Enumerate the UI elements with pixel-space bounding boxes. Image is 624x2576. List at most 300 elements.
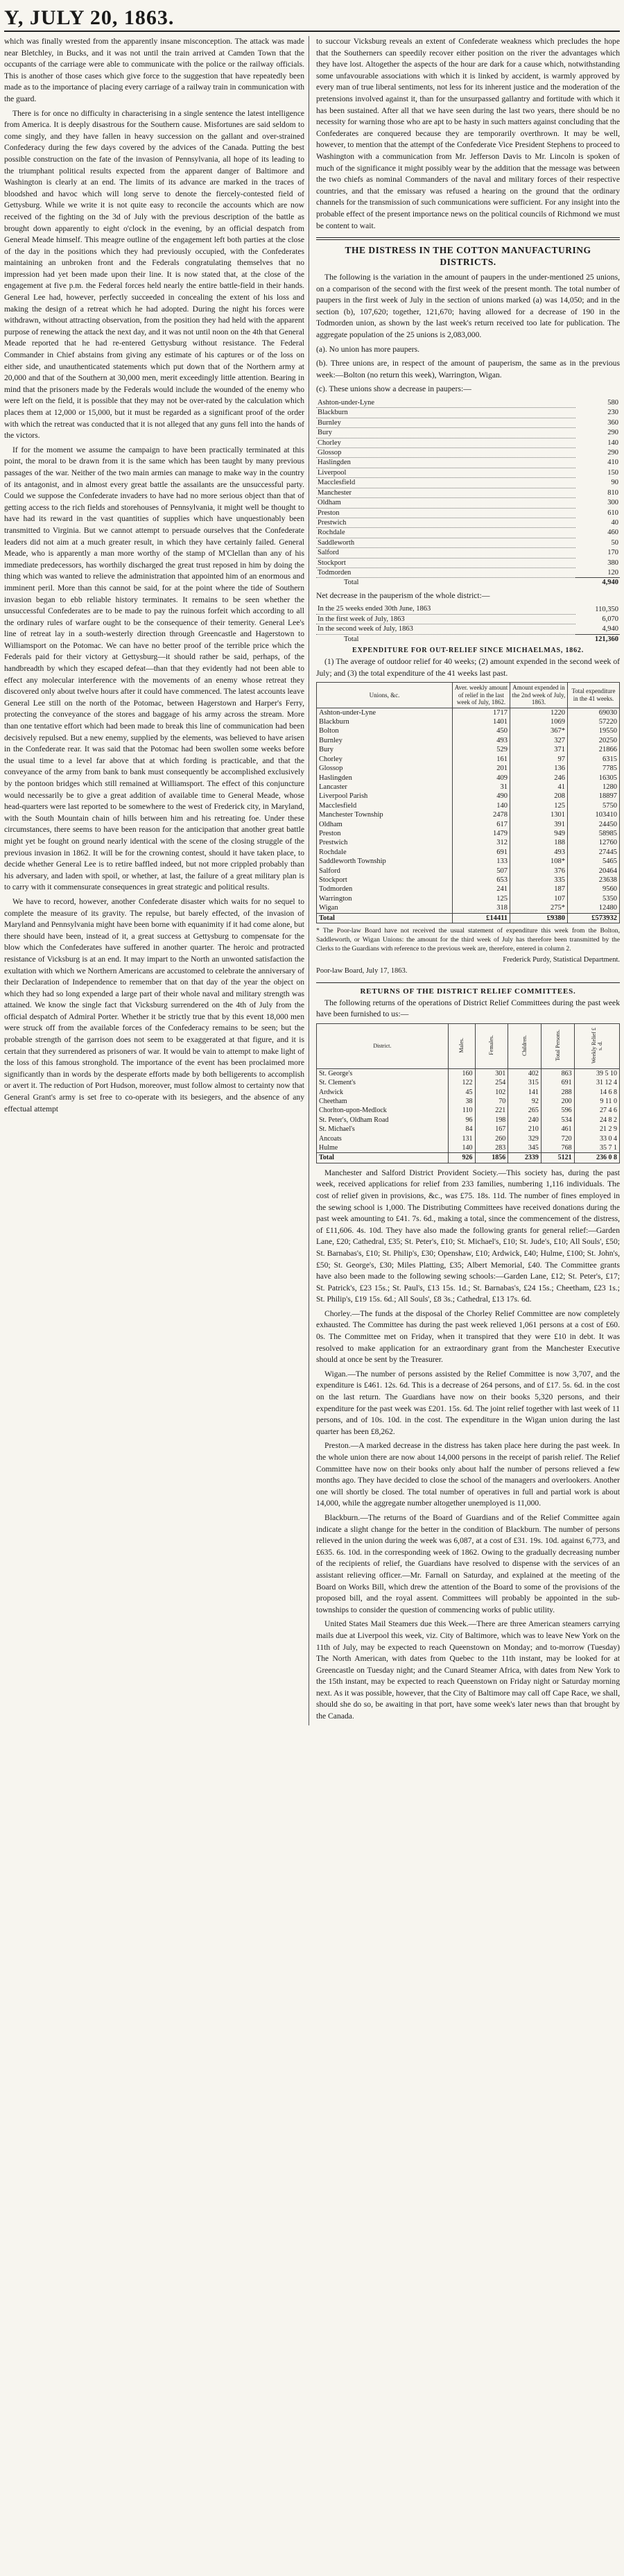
table-row bbox=[316, 508, 620, 518]
relief-total-r: 236 0 8 bbox=[574, 1153, 619, 1163]
table-row bbox=[317, 792, 620, 801]
relief-cell-t: 534 bbox=[541, 1116, 574, 1125]
exp-total: 20250 bbox=[568, 736, 620, 745]
table-row bbox=[317, 848, 620, 857]
exp-second-week: 1301 bbox=[510, 810, 568, 819]
relief-col-label: Total Persons. bbox=[554, 1030, 561, 1061]
relief-cell-r: 14 6 8 bbox=[574, 1088, 619, 1097]
relief-cell-m: 122 bbox=[448, 1078, 475, 1087]
relief-cell-f: 260 bbox=[475, 1134, 508, 1143]
union-name: Manchester bbox=[316, 488, 575, 497]
table-row bbox=[317, 820, 620, 829]
table-row bbox=[317, 764, 620, 773]
exp-second-week: 136 bbox=[510, 764, 568, 773]
exp-union: Prestwich bbox=[317, 838, 453, 847]
table-row bbox=[317, 1116, 620, 1125]
union-name: Burnley bbox=[316, 418, 575, 427]
relief-total-row bbox=[317, 1153, 620, 1163]
exp-second-week: 367* bbox=[510, 726, 568, 735]
exp-total: 69030 bbox=[568, 708, 620, 717]
relief-cell-t: 288 bbox=[541, 1088, 574, 1097]
relief-col-header: District. bbox=[317, 1023, 449, 1068]
union-name: Ashton-under-Lyne bbox=[316, 398, 575, 408]
union-value: 290 bbox=[607, 449, 618, 457]
exp-total: 1280 bbox=[568, 783, 620, 792]
exp-average: 312 bbox=[453, 838, 510, 847]
exp-second-week: 107 bbox=[510, 894, 568, 903]
table-row bbox=[317, 1088, 620, 1097]
exp-total: 103410 bbox=[568, 810, 620, 819]
exp-total: 23638 bbox=[568, 876, 620, 885]
table-row bbox=[317, 1125, 620, 1134]
relief-col-label: Children. bbox=[521, 1034, 528, 1056]
relief-total-label: Total bbox=[317, 1153, 449, 1163]
table-row bbox=[317, 1134, 620, 1143]
union-name: Glossop bbox=[316, 448, 575, 458]
exp-second-week: 1069 bbox=[510, 717, 568, 726]
table-row bbox=[317, 708, 620, 717]
relief-col-label: Weekly Relief £ s. d. bbox=[590, 1027, 603, 1064]
exp-union: Rochdale bbox=[317, 848, 453, 857]
relief-cell-f: 70 bbox=[475, 1097, 508, 1106]
relief-cell-f: 167 bbox=[475, 1125, 508, 1134]
union-total-value: 4,940 bbox=[575, 578, 620, 588]
exp-union: Bury bbox=[317, 745, 453, 754]
exp-average: 133 bbox=[453, 857, 510, 866]
relief-cell-t: 461 bbox=[541, 1125, 574, 1134]
table-row bbox=[317, 783, 620, 792]
union-name: Preston bbox=[316, 508, 575, 518]
table-row bbox=[316, 604, 620, 614]
exp-second-week: 41 bbox=[510, 783, 568, 792]
columns bbox=[4, 36, 620, 1725]
relief-cell-f: 283 bbox=[475, 1143, 508, 1153]
relief-preston: Preston.—A marked decrease in the distress has taken place here during the past week. In the whole union there are now about 14,000 persons in the receipt of parish relief. The Relief Committee have now on their books only about half the number of persons relieved a few months ago. They have decided to close the school of the managers and overlookers. Another one will shortly be closed. The total number of operatives in full and partial work is about 14,000, while the aggregate number altogether unemployed is 11,000. bbox=[316, 1441, 620, 1508]
union-value: 120 bbox=[607, 568, 618, 577]
table-row bbox=[317, 810, 620, 819]
exp-union: Preston bbox=[317, 829, 453, 838]
table-row bbox=[317, 867, 620, 876]
exp-second-week: 125 bbox=[510, 801, 568, 810]
exp-total: 9560 bbox=[568, 885, 620, 894]
exp-total: 5465 bbox=[568, 857, 620, 866]
exp-total: 6315 bbox=[568, 755, 620, 764]
relief-intro: The following returns of the operations of District Relief Committees during the past week have been furnished to us:— bbox=[316, 998, 620, 1019]
exp-second-week: 275* bbox=[510, 903, 568, 913]
distress-intro: The following is the variation in the amount of paupers in the under-mentioned 25 unions, on a comparison of the second with the first week of the present month. The total number of paupers in the first week of July in the section of unions marked (a) was 14,050; and in the section (b), 107,620; together, 121,670; having allowed for a decrease of 190 in the Todmorden union, as shown by the last week's return received too late for publication. The aggregate population of the 25 unions is 2,083,000. bbox=[316, 273, 620, 340]
exp-union: Liverpool Parish bbox=[317, 792, 453, 801]
expenditure-desc: (1) The average of outdoor relief for 40 weeks; (2) amount expended in the second week of July; and (3) the total expenditure of the 41 weeks last past. bbox=[316, 656, 620, 678]
relief-cell-f: 221 bbox=[475, 1106, 508, 1115]
table-row bbox=[316, 398, 620, 408]
relief-col-label: Males. bbox=[458, 1037, 465, 1053]
union-value: 300 bbox=[607, 499, 618, 507]
exp-total: 57220 bbox=[568, 717, 620, 726]
exp-average: 1717 bbox=[453, 708, 510, 717]
exp-average: 1401 bbox=[453, 717, 510, 726]
union-name: Saddleworth bbox=[316, 538, 575, 547]
relief-district: St. George's bbox=[317, 1068, 449, 1078]
union-value: 90 bbox=[611, 479, 618, 487]
exp-union: Ashton-under-Lyne bbox=[317, 708, 453, 717]
table-row bbox=[317, 1143, 620, 1153]
relief-cell-f: 301 bbox=[475, 1068, 508, 1078]
table-row bbox=[316, 408, 620, 418]
table-row bbox=[317, 885, 620, 894]
relief-cell-m: 96 bbox=[448, 1116, 475, 1125]
union-name: Liverpool bbox=[316, 468, 575, 477]
relief-total-f: 1856 bbox=[475, 1153, 508, 1163]
exp-total: 18897 bbox=[568, 792, 620, 801]
net-label: In the first week of July, 1863 bbox=[316, 614, 575, 624]
exp-total: 16305 bbox=[568, 774, 620, 783]
table-row bbox=[317, 894, 620, 903]
exp-col-union: Unions, &c. bbox=[317, 683, 453, 708]
union-value: 230 bbox=[607, 409, 618, 417]
table-row bbox=[317, 838, 620, 847]
relief-col-header bbox=[508, 1023, 541, 1068]
relief-cell-c: 240 bbox=[508, 1116, 541, 1125]
relief-district: Chorlton-upon-Medlock bbox=[317, 1106, 449, 1115]
exp-average: 201 bbox=[453, 764, 510, 773]
table-row bbox=[317, 717, 620, 726]
exp-average: 507 bbox=[453, 867, 510, 876]
net-value: 110,350 bbox=[595, 605, 618, 613]
exp-total-b: £9380 bbox=[510, 913, 568, 923]
exp-total: 21866 bbox=[568, 745, 620, 754]
table-row bbox=[316, 458, 620, 468]
relief-district: Ardwick bbox=[317, 1088, 449, 1097]
exp-average: 617 bbox=[453, 820, 510, 829]
table-row bbox=[317, 726, 620, 735]
table-row bbox=[317, 876, 620, 885]
union-name: Haslingden bbox=[316, 458, 575, 468]
relief-table bbox=[316, 1023, 620, 1163]
exp-union: Burnley bbox=[317, 736, 453, 745]
relief-cell-c: 345 bbox=[508, 1143, 541, 1153]
relief-cell-t: 200 bbox=[541, 1097, 574, 1106]
union-value: 40 bbox=[611, 518, 618, 527]
relief-cell-r: 27 4 6 bbox=[574, 1106, 619, 1115]
page-header-date: Y, JULY 20, 1863. bbox=[4, 6, 620, 32]
table-row bbox=[316, 418, 620, 427]
net-decrease-head: Net decrease in the pauperism of the whole district:— bbox=[316, 590, 490, 600]
exp-average: 653 bbox=[453, 876, 510, 885]
relief-cell-r: 33 0 4 bbox=[574, 1134, 619, 1143]
table-row bbox=[316, 614, 620, 624]
union-name: Chorley bbox=[316, 438, 575, 447]
net-label: In the second week of July, 1863 bbox=[316, 624, 575, 634]
article-america-vicksburg: We have to record, however, another Confederate disaster which waits for no sequel to complete the measure of its gravity. The repulse, but barely effected, of the invasion of Maryland and Pennsylvania might have been borne with equanimity if it had come alone, but there should have been, instead of it, a great success at Gettysburg to compensate for the blow which the Confederates have suffered in another quarter. The heroic and protracted resistance of Vicksburg is at an end. It may impart to the North an unwonted satisfaction the exultation with which we Northern Americans are accustomed to celebrate the anniversary of their Declaration of Independence to remember that on that day of the year the object on which they had so long expended a large part of their whole naval and military strength was attained. We know the single fact that Vicksburg surrendered on the 4th of July from the official despatch of Admiral Porter. Whether it be strictly true that by this event 18,000 men were struck off from the available forces of the Confederacy remains to be seen; but the probable strength of the garrison does not seem to be exaggerated at that figure, and it is certain that they surrendered as prisoners of war. It would be vain to attempt to make light of the loss of this famous stronghold. The importance of the event has been proclaimed more significantly than in words by the desperate efforts made by both belligerents to accomplish or avert it. The reduction of Port Hudson, moreover, must follow almost to certainty now that General Grant's army is set free to co-operate with its besiegers, and the absence of any effectual attempt bbox=[4, 896, 304, 1114]
table-row bbox=[317, 1068, 620, 1078]
exp-average: 2478 bbox=[453, 810, 510, 819]
net-value: 4,940 bbox=[602, 624, 618, 633]
net-decrease-total bbox=[316, 634, 620, 644]
relief-cell-t: 691 bbox=[541, 1078, 574, 1087]
table-row bbox=[316, 518, 620, 527]
relief-cell-t: 863 bbox=[541, 1068, 574, 1078]
exp-union: Haslingden bbox=[317, 774, 453, 783]
relief-cell-r: 24 8 2 bbox=[574, 1116, 619, 1125]
exp-total: 7785 bbox=[568, 764, 620, 773]
exp-average: 409 bbox=[453, 774, 510, 783]
union-value: 460 bbox=[607, 529, 618, 537]
exp-total: 27445 bbox=[568, 848, 620, 857]
relief-cell-t: 596 bbox=[541, 1106, 574, 1115]
section-divider-2 bbox=[316, 982, 620, 983]
exp-union: Salford bbox=[317, 867, 453, 876]
exp-total-c: £573932 bbox=[568, 913, 620, 923]
article-america-intro: There is for once no difficulty in characterising in a single sentence the latest intelligence from America. It is deeply disastrous for the Southern cause. Misfortunes are said seldom to come singly, and they have fallen in heavy succession on the gallant and over-strained Confederacy during the few days covered by the advices of the Canada. Putting the best possible construction on the fate of the invasion of Pennsylvania, all hope of its leading to the triumphant political results expected from the apparent danger of Baltimore and Washington is clearly at an end. The limits of its advance are marked in the traces of bloodshed and havoc which will long serve to denote the fiercely-contested field of Gettysburg. While we write it is not quite easy to reconcile the accounts which are now received of the fighting on the 3d of July with the previous description of the battle as brought down apparently to eight o'clock in the evening, by an official despatch from General Meade himself. This meagre outline of the engagement left both parties at the close of the day in the positions which they had previously occupied, with the Confederates maintaining an unbroken front and the Federals congratulating themselves that no impression had yet been made upon their line. It is now stated that, at the close of the engagement at five p.m. the Federal forces held nearly the entire battle-field in their hands. General Lee had, however, perfectly succeeded in concealing the extent of his loss and making the design of a retreat which he had adopted. During the night his forces were withdrawn, without attracting observation, from the position they had held with the apparent purpose of renewing the attack the next day, and it was not until noon on the 4th that General Meade reported that he had re-entered Gettysburg without resistance. The Federal Commander in Chief abstains from giving any estimate of his captures or of the loss on either side, and unauthenticated statements which put down that of the Northern army at 20,000 and that of the Southern at 30,000 men, merit exceedingly little attention. Bearing in mind that the prisoners made by the Federals would include the wounded of the enemy who were left on the field, it is possible that they may not be over-rated by the calculation which places them at 12,000 or 15,000, but it must be regarded as a significant proof of the order with which the retreat was conducted that it is not alleged that any guns fell into the hands of the victors. bbox=[4, 108, 304, 441]
expenditure-heading: EXPENDITURE FOR OUT-RELIEF SINCE MICHAELMAS, 1862. bbox=[352, 646, 584, 654]
exp-union: Manchester Township bbox=[317, 810, 453, 819]
exp-total: 58985 bbox=[568, 829, 620, 838]
exp-union: Glossop bbox=[317, 764, 453, 773]
relief-district: St. Peter's, Oldham Road bbox=[317, 1116, 449, 1125]
table-row bbox=[317, 829, 620, 838]
relief-heading: RETURNS OF THE DISTRICT RELIEF COMMITTEES. bbox=[360, 987, 576, 996]
table-row bbox=[316, 468, 620, 477]
exp-col-average: Aver. weekly amount of relief in the last week of July, 1862. bbox=[453, 683, 510, 708]
relief-cell-f: 198 bbox=[475, 1116, 508, 1125]
relief-cell-r: 35 7 1 bbox=[574, 1143, 619, 1153]
exp-union: Oldham bbox=[317, 820, 453, 829]
union-value: 170 bbox=[607, 549, 618, 557]
union-name: Todmorden bbox=[316, 568, 575, 577]
table-row bbox=[317, 801, 620, 810]
union-value: 580 bbox=[607, 399, 618, 407]
union-name: Stockport bbox=[316, 558, 575, 568]
relief-cell-c: 141 bbox=[508, 1088, 541, 1097]
table-row bbox=[317, 857, 620, 866]
expenditure-table bbox=[316, 682, 620, 923]
relief-cell-t: 768 bbox=[541, 1143, 574, 1153]
table-row bbox=[317, 736, 620, 745]
table-row bbox=[316, 498, 620, 508]
union-decrease-table bbox=[316, 398, 620, 588]
article-railway-outrage: which was finally wrested from the apparently insane misconception. The attack was made near Bletchley, in Bucks, and it was not until the train arrived at Camden Town that the occupants of the carriage were able to communicate with the police or the railway officials. This is another of those cases which give force to the suggestion that have repeatedly been made as to the importance of placing every carriage of a railway train in communication with the guard. bbox=[4, 37, 304, 103]
exp-union: Warrington bbox=[317, 894, 453, 903]
section-divider bbox=[316, 237, 620, 240]
exp-second-week: 97 bbox=[510, 755, 568, 764]
union-decrease-total bbox=[316, 578, 620, 588]
exp-second-week: 108* bbox=[510, 857, 568, 866]
relief-cell-t: 720 bbox=[541, 1134, 574, 1143]
exp-second-week: 188 bbox=[510, 838, 568, 847]
left-column bbox=[4, 36, 309, 1725]
union-name: Blackburn bbox=[316, 408, 575, 418]
relief-chorley: Chorley.—The funds at the disposal of the Chorley Relief Committee are now completely exhausted. The Committee has during the past week relieved 1,061 persons at a cost of £60. 0s. The Committee met on Friday, when it transpired that they were £10 in debt. It was resolved to make application for an extraordinary grant from the Manchester Executive should at once be sent by the Treasurer. bbox=[316, 1308, 620, 1365]
distress-note-a: (a). No union has more paupers. bbox=[316, 344, 420, 354]
exp-union: Wigan bbox=[317, 903, 453, 913]
union-value: 810 bbox=[607, 488, 618, 497]
expenditure-dateline: Poor-law Board, July 17, 1863. bbox=[316, 967, 408, 975]
relief-total-t: 5121 bbox=[541, 1153, 574, 1163]
relief-total-c: 2339 bbox=[508, 1153, 541, 1163]
union-name: Macclesfield bbox=[316, 478, 575, 488]
relief-cell-r: 21 2 9 bbox=[574, 1125, 619, 1134]
relief-wigan: Wigan.—The number of persons assisted by the Relief Committee is now 3,707, and the expenditure is £461. 12s. 6d. This is a decrease of 264 persons, and of £17. 5s. 6d. in the cost on the last return. The Guardians have now on their books 5,320 persons, and their expenditure for the past week was £201. 15s. 6d. The joint relief together with last week of 11 persons, and of 10s. 10d. in the cost. The expenditure in the Wigan union during the last quarter has been £8,262. bbox=[316, 1369, 620, 1436]
net-value: 6,070 bbox=[602, 615, 618, 623]
union-value: 150 bbox=[607, 468, 618, 477]
exp-second-week: 1220 bbox=[510, 708, 568, 717]
table-row bbox=[316, 438, 620, 447]
exp-second-week: 391 bbox=[510, 820, 568, 829]
union-value: 140 bbox=[607, 438, 618, 447]
exp-average: 125 bbox=[453, 894, 510, 903]
exp-average: 140 bbox=[453, 801, 510, 810]
table-row bbox=[316, 428, 620, 438]
relief-cell-m: 140 bbox=[448, 1143, 475, 1153]
relief-manchester: Manchester and Salford District Provident Society.—This society has, during the past week, received applications for relief from 233 families, numbering 1,116 individuals. The cost of relief given in provisions, &c., was £75. 18s. 11d. The number of fines employed in the sewing school is 1,000. The Distributing Committees have received donations during the past week amounting to £41. 7s. 6d., making a total, since the commencement of the distress, of £11,606. 4s. 10d. They have also made the following grants for general relief:—Garden Lane, £20; Cathedral, £35; St. Peter's, £10; St. Michael's, £10; St. Jude's, £10; All Souls', £50; St. Barnabas's, £10; St. Philip's, £30; Openshaw, £10; Ardwick, £40; Hulme, £100; St. John's, £50; St. George's, £30; Miles Platting, £35; Albert Memorial, £40. The Committee grants have also been made to the following sewing schools:—Garden Lane, £12; St. Peter's, £17; St. Patrick's, £23 15s.; St. Paul's, £13 15s. 1d.; St. Barnabas's, £24 15s.; Cheetham, £23 1s.; St. Philip's, £19 15s. 6d.; All Souls', £8 3s.; Cathedral, £13 17s. 6d. bbox=[316, 1168, 620, 1304]
relief-cell-r: 31 12 4 bbox=[574, 1078, 619, 1087]
table-row bbox=[316, 558, 620, 568]
exp-second-week: 208 bbox=[510, 792, 568, 801]
relief-blackburn: Blackburn.—The returns of the Board of Guardians and of the Relief Committee again indicate a slight change for the better in the condition of Blackburn. The number of persons relieved in the union during the week was 6,087, at a cost of £31. 19s. 10d. against 6,773, and £635. 6s. 10d. in the corresponding week of 1862. Owing to the gradually decreasing number of the recipients of relief, the Guardians have resolved to dispense with the services of an assistant relieving officer.—Mr. Farnall on Saturday, and explained at the meeting of the Board on Works Bill, which drew the attention of the Board to some of the provisions of the proposed bill, and the royal assent. Committees will probably be appointed in the sub-townships to consider the question of commencing works of public utility. bbox=[316, 1512, 620, 1614]
union-name: Prestwich bbox=[316, 518, 575, 527]
relief-col-header bbox=[448, 1023, 475, 1068]
union-value: 380 bbox=[607, 558, 618, 567]
relief-cell-r: 9 11 0 bbox=[574, 1097, 619, 1106]
exp-second-week: 371 bbox=[510, 745, 568, 754]
exp-union: Stockport bbox=[317, 876, 453, 885]
net-total-label: Total bbox=[344, 635, 359, 643]
exp-total: 5750 bbox=[568, 801, 620, 810]
table-row bbox=[317, 903, 620, 913]
table-row bbox=[316, 538, 620, 547]
table-row bbox=[316, 568, 620, 577]
relief-cell-m: 45 bbox=[448, 1088, 475, 1097]
table-row bbox=[316, 448, 620, 458]
article-america-campaign: If for the moment we assume the campaign to have been practically terminated at this point, the moral to be drawn from it is the same which has been taught by many previous passages of the war. Neither of the two main armies can manage to make way in the country of its antagonist, and in almost every great battle the assailants are the unsuccessful party. Could we suppose the Confederate invaders to have had no more serious object than that of getting access to the rich fields and storehouses of Pennsylvania, it might well be thought to have had its reward in the vast quantities of supplies which have unquestionably been transmitted to Virginia. But we cannot attempt to persuade ourselves that the Confederate leaders did not aim at a much greater result, in which they have certainly failed. General Meade, who is apparently a man more worthy of the stamp of M'Clellan than any of his immediate predecessors, has worthily discharged the great trust reposed in him by doing the thing which was wanted to relieve the administration that appointed him of an enormous and imminent peril. More than this cannot be said, for at the point where the tide of Southern invasion began to ebb reliable history terminates. It remains to be seen whether the unsuccessful Confederates are to be made to pay the ruinous forfeit which according to all the ordinary rules of warfare ought to be the consequence of their temerity. General Lee's line of retreat lay in a south-westerly direction through Greencastle and Hagerstown to Williamsport on the Potomac. We can have no better proof of the terrible price which the Federals paid for their victory at Gettysburg—it should rather be said, perhaps, of the handbreadth by which they escaped defeat—than that they evidently had not been able to effect any molecular interference with the movements of an enemy whose retreat they discovered only about twelve hours after it could have commenced. The latest accounts leave General Lee still on the north of the Potomac, between Hagerstown and Harper's Ferry, protecting the conveyance of the stores and baggage of his army across the stream. More than one tentative effort which had been made to break this line of communication had been decisively repulsed. But a new enemy, supplied by the elements, was believed to have arisen in the Confederate rear. It was said that the Potomac had been swollen some weeks before the usual time to a level far above that at which fording is practicable, and that the conveyance of the army from bank to bank must consequently be accomplished exclusively by the pontoon bridges which still remained at Williamsport. The effect of this conjuncture would necessarily be to give a great addition of available time to General Meade, whose head-quarters were last reported to be somewhere to the west of Frederick city, in Maryland, with the South Mountain chain of hills between him and his retreating foe. Under these circumstances, there seems to have been reason for the anticipation that another great battle might yet be fought on ground nearly identical with the scene of the closing struggle of the previous invasion in 1862. It will be for the crowning contest, should it have taken place, to decide whether General Lee is to retire baffled indeed, but not more crippled probably than his adversary, and laden with spoil, or whether, at last, the failure of a great military plan is to carry with it commensurate consequences in great strategic and political results. bbox=[4, 445, 304, 892]
union-value: 360 bbox=[607, 418, 618, 427]
relief-cell-c: 210 bbox=[508, 1125, 541, 1134]
exp-union: Blackburn bbox=[317, 717, 453, 726]
exp-col-total: Total expenditure in the 41 weeks. bbox=[568, 683, 620, 708]
exp-average: 318 bbox=[453, 903, 510, 913]
relief-cell-m: 110 bbox=[448, 1106, 475, 1115]
net-total-value: 121,360 bbox=[575, 634, 620, 644]
relief-cell-f: 102 bbox=[475, 1088, 508, 1097]
exp-total-label: Total bbox=[317, 913, 453, 923]
relief-col-header bbox=[475, 1023, 508, 1068]
table-row bbox=[317, 1097, 620, 1106]
table-row bbox=[316, 528, 620, 538]
relief-district: St. Michael's bbox=[317, 1125, 449, 1134]
mail-steamers: United States Mail Steamers due this Week.—There are three American steamers carrying mails due at Liverpool this week, viz. City of Baltimore, which was to leave New York on the 11th of July, may be expected to reach Queenstown on Monday; and to-morrow (Tuesday) The North American, with dates from Quebec to the 11th instant, may be looked for at Greencastle on Tuesday night; and the Cunard Steamer Africa, with dates from New York to the 15th instant, may be expected to reach Queenstown on Friday night or Saturday morning next. As it was possible, however, that the City of Baltimore may call off Cape Race, we shall, should she do so, be awaiting in that port, have some week's later news than that brought by the Canada. bbox=[316, 1619, 620, 1721]
exp-total-row bbox=[317, 913, 620, 923]
union-value: 290 bbox=[607, 429, 618, 437]
table-row bbox=[317, 1106, 620, 1115]
exp-union: Lancaster bbox=[317, 783, 453, 792]
net-decrease-table bbox=[316, 604, 620, 644]
relief-district: Cheetham bbox=[317, 1097, 449, 1106]
table-row bbox=[317, 774, 620, 783]
net-label: In the 25 weeks ended 30th June, 1863 bbox=[316, 604, 575, 614]
exp-total: 5350 bbox=[568, 894, 620, 903]
relief-cell-m: 38 bbox=[448, 1097, 475, 1106]
union-name: Salford bbox=[316, 548, 575, 558]
relief-cell-m: 160 bbox=[448, 1068, 475, 1078]
relief-district: St. Clement's bbox=[317, 1078, 449, 1087]
exp-total: 20464 bbox=[568, 867, 620, 876]
expenditure-signature: Frederick Purdy, Statistical Department. bbox=[503, 956, 620, 964]
exp-second-week: 949 bbox=[510, 829, 568, 838]
exp-average: 1479 bbox=[453, 829, 510, 838]
exp-average: 490 bbox=[453, 792, 510, 801]
expenditure-footnote: * The Poor-law Board have not received the usual statement of expenditure this week from the Bolton, Saddleworth, or Wigan Unions: the amount for the third week of July has therefore been transmitted by the Clerks to the Guardians with reference to the previous week are, therefore, entered in column 2. bbox=[316, 927, 620, 953]
relief-district: Hulme bbox=[317, 1143, 449, 1153]
exp-average: 493 bbox=[453, 736, 510, 745]
exp-union: Macclesfield bbox=[317, 801, 453, 810]
union-value: 610 bbox=[607, 509, 618, 517]
exp-col-second-week: Amount expended in the 2nd week of July, 1863. bbox=[510, 683, 568, 708]
table-row bbox=[316, 478, 620, 488]
relief-cell-m: 84 bbox=[448, 1125, 475, 1134]
exp-average: 691 bbox=[453, 848, 510, 857]
union-name: Oldham bbox=[316, 498, 575, 508]
exp-average: 450 bbox=[453, 726, 510, 735]
relief-total-m: 926 bbox=[448, 1153, 475, 1163]
table-row bbox=[317, 745, 620, 754]
relief-cell-m: 131 bbox=[448, 1134, 475, 1143]
right-column bbox=[315, 36, 620, 1725]
relief-cell-c: 265 bbox=[508, 1106, 541, 1115]
exp-union: Saddleworth Township bbox=[317, 857, 453, 866]
exp-total: 12480 bbox=[568, 903, 620, 913]
relief-district: Ancoats bbox=[317, 1134, 449, 1143]
relief-cell-c: 329 bbox=[508, 1134, 541, 1143]
relief-cell-c: 315 bbox=[508, 1078, 541, 1087]
relief-col-header bbox=[574, 1023, 619, 1068]
exp-second-week: 493 bbox=[510, 848, 568, 857]
article-america-continued: to succour Vicksburg reveals an extent of Confederate weakness which precludes the hope that the Southerners can speedily recover either position on the river the advantages which they have lost. Altogether the aspects of the hour are dark for a cause which, notwithstanding some unfavourable associations with which it is linked by accident, is warmly approved by every man of true liberal sentiments, not less for its inherent justice and the moderation of the pretensions involved against it, than for the unsurpassed gallantry and fortitude with which it has been sustained. After all that we have seen during the last two years, there should be no necessity for warning those who are apt to be hasty in such matters against concluding that the Confederates are conquered because they are temporarily overthrown. It may be well, however, to mention that the attempt of the Confederate Vice President Stephens to proceed to Washington with a communication from Mr. Jefferson Davis to Mr. Lincoln is spoken of much of the significance it might possibly wear by the addition that the message was between the two chiefs as nominal Commanders of the naval and military forces of their respective countries, and that the emissary was refused a hearing on the ground that the ordinary channels for the transmission of such communications were sufficient. For any insight into the probable effect of the present importance news on the political councils of Richmond we must be content to wait. bbox=[316, 37, 620, 230]
exp-union: Bolton bbox=[317, 726, 453, 735]
exp-average: 31 bbox=[453, 783, 510, 792]
distress-heading: THE DISTRESS IN THE COTTON MANUFACTURING DISTRICTS. bbox=[345, 245, 591, 268]
table-row bbox=[317, 1078, 620, 1087]
exp-second-week: 246 bbox=[510, 774, 568, 783]
table-row bbox=[316, 624, 620, 634]
exp-total: 24450 bbox=[568, 820, 620, 829]
exp-average: 529 bbox=[453, 745, 510, 754]
union-total-label: Total bbox=[344, 579, 359, 587]
exp-second-week: 376 bbox=[510, 867, 568, 876]
exp-total-a: £14411 bbox=[453, 913, 510, 923]
exp-average: 161 bbox=[453, 755, 510, 764]
exp-second-week: 327 bbox=[510, 736, 568, 745]
union-value: 50 bbox=[611, 538, 618, 547]
union-value: 410 bbox=[607, 459, 618, 467]
exp-second-week: 335 bbox=[510, 876, 568, 885]
union-name: Rochdale bbox=[316, 528, 575, 538]
relief-col-header bbox=[541, 1023, 574, 1068]
exp-average: 241 bbox=[453, 885, 510, 894]
exp-union: Chorley bbox=[317, 755, 453, 764]
table-row bbox=[316, 548, 620, 558]
relief-col-label: Females. bbox=[488, 1035, 495, 1056]
relief-cell-c: 402 bbox=[508, 1068, 541, 1078]
exp-union: Todmorden bbox=[317, 885, 453, 894]
table-row bbox=[317, 755, 620, 764]
union-name: Bury bbox=[316, 428, 575, 438]
distress-decrease-head: (c). These unions show a decrease in paupers:— bbox=[316, 384, 471, 394]
relief-cell-f: 254 bbox=[475, 1078, 508, 1087]
relief-cell-c: 92 bbox=[508, 1097, 541, 1106]
relief-cell-r: 39 5 10 bbox=[574, 1068, 619, 1078]
table-row bbox=[316, 488, 620, 497]
exp-total: 19550 bbox=[568, 726, 620, 735]
